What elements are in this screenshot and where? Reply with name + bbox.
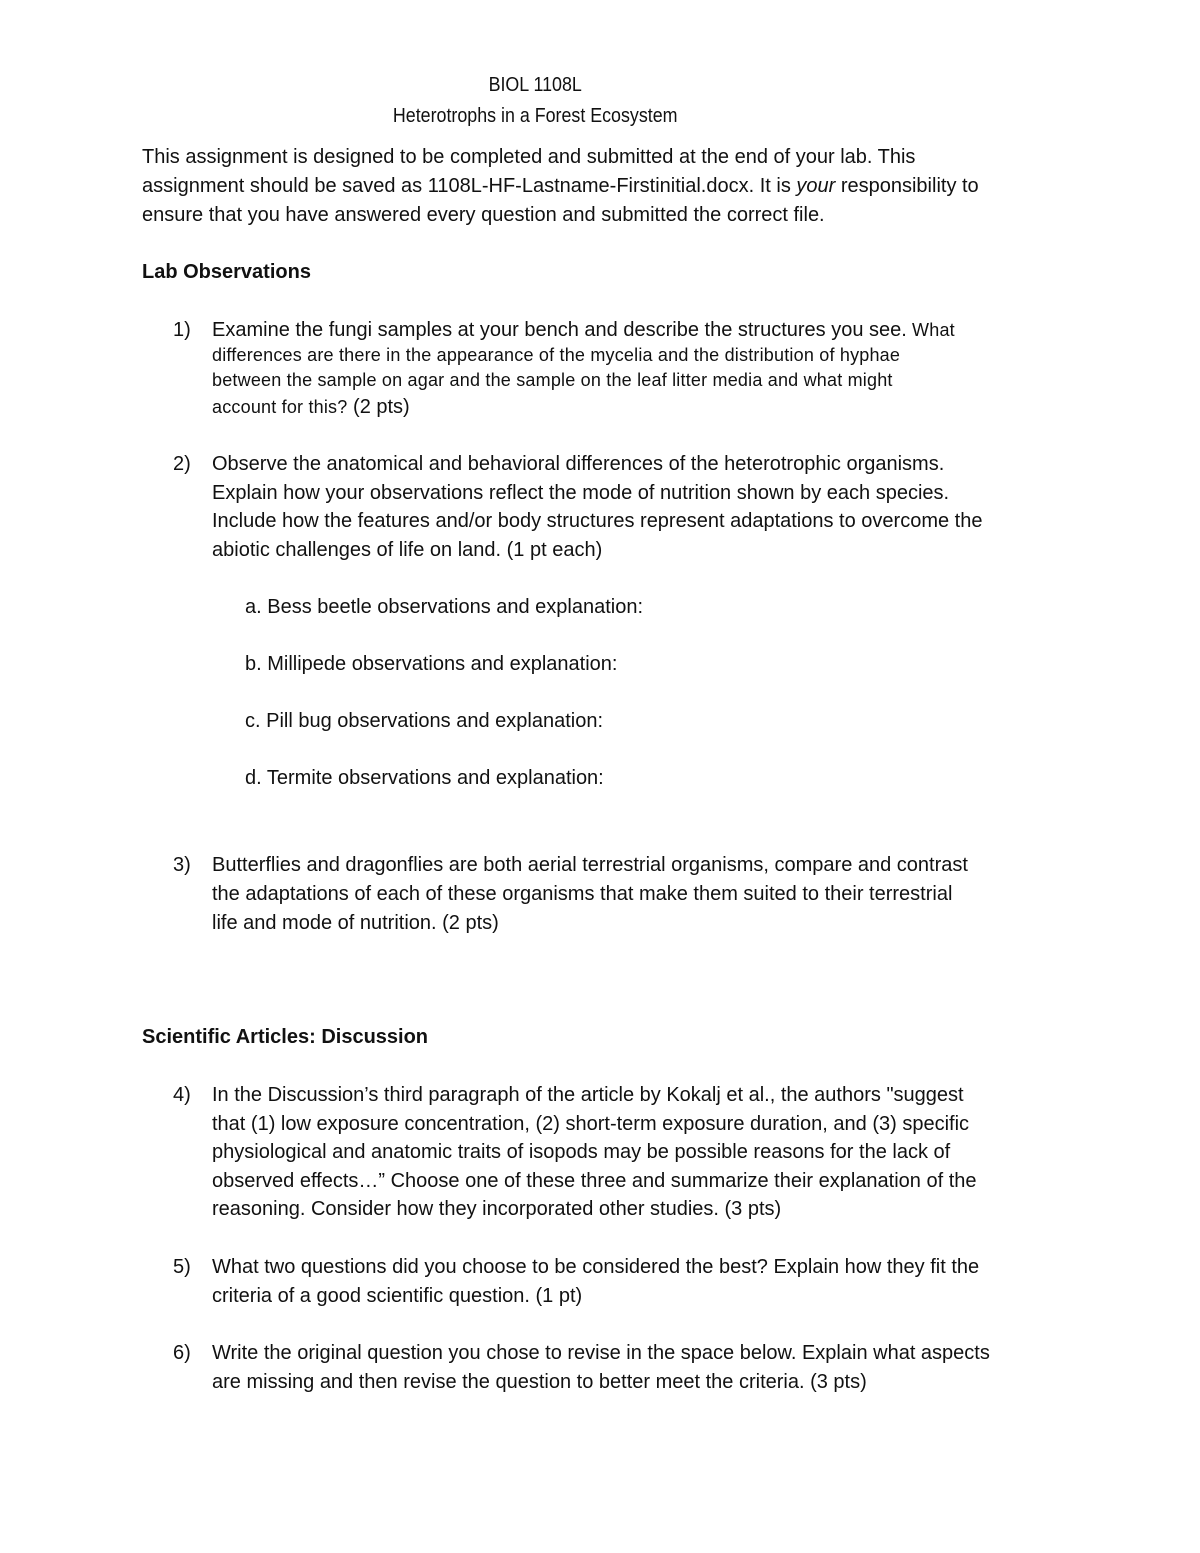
question-4-line-5: reasoning. Consider how they incorporated other studies. (3 pts) [212, 1198, 782, 1220]
intro-line-2-text: assignment should be saved as 1108L-HF-Lastname-Firstinitial.docx. It is [142, 175, 797, 197]
question-1-line-4 [212, 394, 410, 420]
question-1-text: Examine the fungi samples at your bench and describe the structures you see. [212, 319, 907, 341]
question-3-line-2: the adaptations of each of these organisms that make them suited to their terrestrial [212, 883, 953, 905]
question-1-text-end: account for this? [212, 397, 348, 417]
question-number: 6) [173, 1342, 191, 1364]
subquestion-c: c. Pill bug observations and explanation: [245, 710, 604, 732]
question-number: 5) [173, 1256, 191, 1278]
question-number: 1) [173, 319, 191, 341]
question-1-line-2: differences are there in the appearance of the mycelia and the distribution of hyphae [212, 345, 901, 365]
question-3-line-3: life and mode of nutrition. (2 pts) [212, 912, 499, 934]
question-4-line-4: observed effects…” Choose one of these three and summarize their explanation of the [212, 1170, 977, 1192]
subquestion-d: d. Termite observations and explanation: [245, 767, 604, 789]
question-1-text-cont: What [906, 320, 955, 340]
intro-emphasis: your [796, 175, 836, 197]
question-4-line-2: that (1) low exposure concentration, (2) short-term exposure duration, and (3) specific [212, 1113, 970, 1135]
course-code: BIOL 1108L [488, 74, 582, 96]
section-heading-lab-observations: Lab Observations [142, 261, 311, 283]
question-1-line-3: between the sample on agar and the sample on the leaf litter media and what might [212, 370, 893, 390]
document-title: Heterotrophs in a Forest Ecosystem [392, 105, 678, 127]
question-2-line-4: abiotic challenges of life on land. (1 pt each) [212, 539, 603, 561]
intro-line-2 [142, 173, 979, 199]
question-3-line-1: Butterflies and dragonflies are both aerial terrestrial organisms, compare and contrast [212, 854, 968, 876]
question-4-line-1: In the Discussion’s third paragraph of the article by Kokalj et al., the authors "suggest [212, 1084, 964, 1106]
section-heading-scientific-articles: Scientific Articles: Discussion [142, 1026, 429, 1048]
question-2-line-3: Include how the features and/or body structures represent adaptations to overcome the [212, 510, 983, 532]
question-4-line-3: physiological and anatomic traits of isopods may be possible reasons for the lack of [212, 1141, 951, 1163]
question-6-line-2: are missing and then revise the question to better meet the criteria. (3 pts) [212, 1371, 867, 1393]
question-1-points: (2 pts) [347, 396, 410, 418]
question-5-line-2: criteria of a good scientific question. (1 pt) [212, 1285, 583, 1307]
question-number: 2) [173, 453, 191, 475]
subquestion-b: b. Millipede observations and explanation: [245, 653, 618, 675]
question-5-line-1: What two questions did you choose to be considered the best? Explain how they fit the [212, 1256, 980, 1278]
question-2-line-1: Observe the anatomical and behavioral differences of the heterotrophic organisms. [212, 453, 945, 475]
question-6-line-1: Write the original question you chose to revise in the space below. Explain what aspects [212, 1342, 990, 1364]
question-number: 3) [173, 854, 191, 876]
intro-line-2-tail: responsibility to [835, 175, 979, 197]
subquestion-a: a. Bess beetle observations and explanation: [245, 596, 644, 618]
intro-line-1: This assignment is designed to be completed and submitted at the end of your lab. This [142, 146, 916, 168]
intro-line-3: ensure that you have answered every question and submitted the correct file. [142, 204, 825, 226]
question-number: 4) [173, 1084, 191, 1106]
question-2-line-2: Explain how your observations reflect the mode of nutrition shown by each species. [212, 482, 950, 504]
question-1-line-1 [212, 317, 955, 343]
